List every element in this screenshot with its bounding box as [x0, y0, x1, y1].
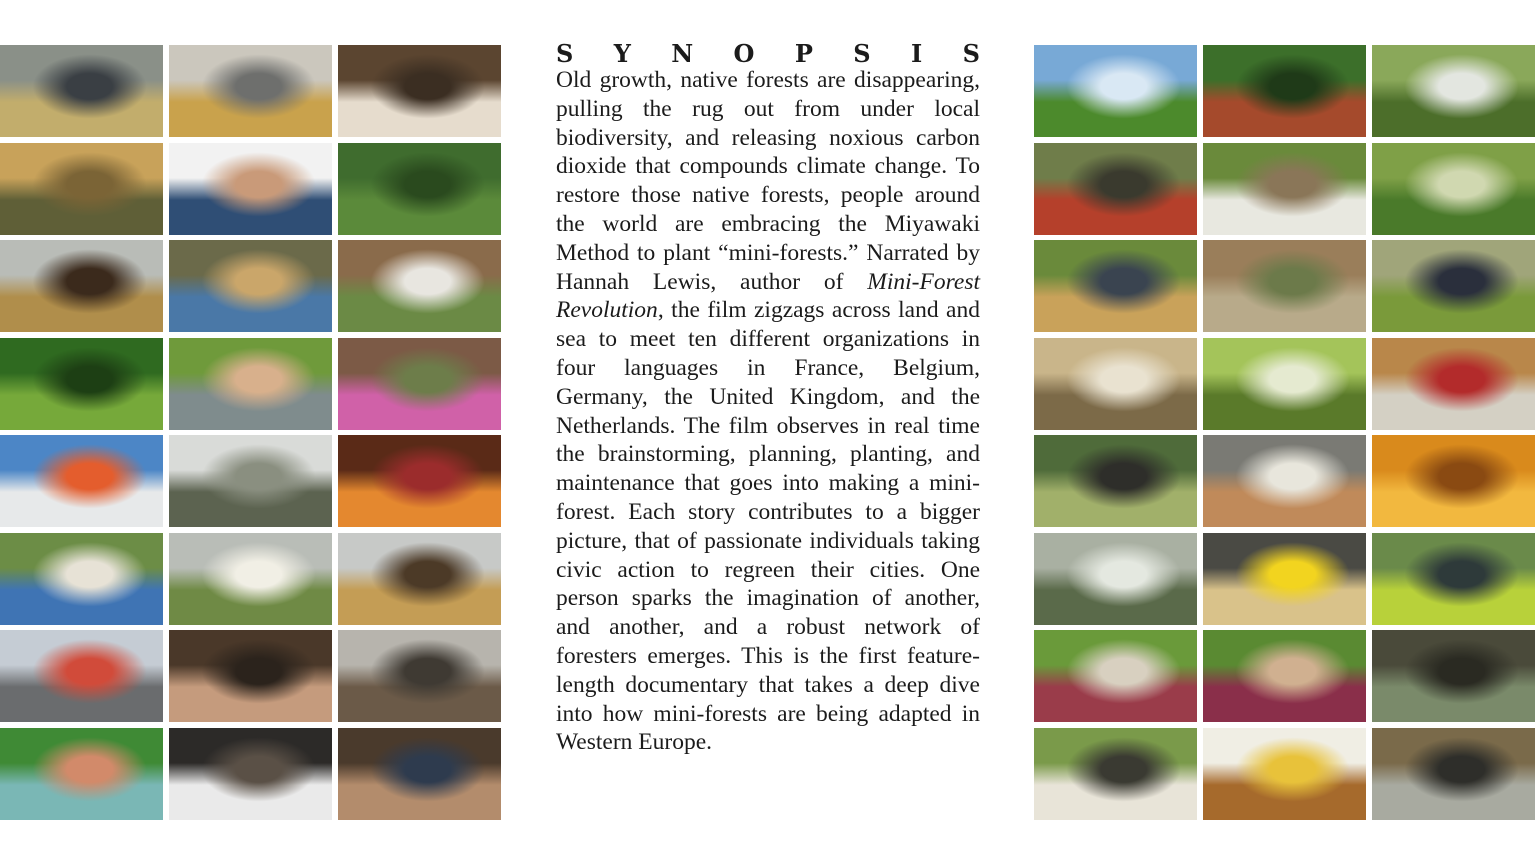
film-still-fence-sign-no-dogs: [338, 240, 501, 332]
film-still-orange-texture: [1372, 435, 1535, 527]
heading-letter: N: [671, 39, 694, 68]
synopsis-heading: [556, 40, 980, 68]
film-still-pink-flowers: [338, 338, 501, 430]
film-still-man-portrait-dark: [169, 630, 332, 722]
film-still-tools-in-straw: [0, 143, 163, 235]
book-title: Mini-Forest Revolution: [556, 268, 980, 324]
film-still-seed-labels: [1203, 533, 1366, 625]
film-still-straw-ground: [1034, 338, 1197, 430]
film-still-kids-with-sapling: [0, 533, 163, 625]
film-still-woman-hat-field: [1372, 240, 1535, 332]
heading-letter: P: [794, 39, 813, 68]
synopsis-block: [556, 40, 980, 757]
film-still-man-with-leaf: [1034, 728, 1197, 820]
film-still-snowy-garden: [169, 435, 332, 527]
heading-letter: Y: [613, 39, 631, 68]
film-still-sapling-blue-sky: [1034, 45, 1197, 137]
film-still-group-on-street: [0, 630, 163, 722]
film-still-plot-with-sign: [169, 533, 332, 625]
film-still-two-crouching-gardeners: [0, 728, 163, 820]
film-still-two-women-planting: [1203, 630, 1366, 722]
film-still-people-at-table: [1372, 338, 1535, 430]
film-still-man-bending-straw: [1034, 240, 1197, 332]
film-still-two-people-hedge: [1372, 45, 1535, 137]
film-still-man-reading-paper: [1372, 728, 1535, 820]
film-still-man-smiling-portrait: [338, 728, 501, 820]
film-still-man-in-brush: [1372, 630, 1535, 722]
heading-letter: O: [733, 39, 755, 68]
film-still-potted-seedlings: [1203, 435, 1366, 527]
film-still-foggy-mound: [0, 240, 163, 332]
film-still-mural-wall: [1203, 728, 1366, 820]
film-still-straw-field-shovels: [169, 45, 332, 137]
film-still-rooster-in-grass: [1203, 45, 1366, 137]
film-still-person-running-field: [1203, 240, 1366, 332]
film-still-child-orange-shirt: [0, 435, 163, 527]
film-still-catkins-closeup: [338, 533, 501, 625]
film-still-seedling-trays: [1034, 435, 1197, 527]
film-still-three-people-field: [0, 45, 163, 137]
heading-letter: S: [962, 39, 980, 68]
film-still-man-beanie-smiling: [169, 143, 332, 235]
film-still-greenhouse: [1034, 533, 1197, 625]
film-still-bare-twig: [338, 630, 501, 722]
synopsis-text-part-2: , the film zigzags across land and sea to meet ten different organizations in four languages in France, Belgium, Germany, the United Kingdom, and the Netherlands. The film observes in real time the brainstorming, planning, planting, and maintenance that goes into making a mini-forest. Each story contributes to a bigger picture, that of passionate individuals taking civic action to regreen their cities. One person sparks the imagination of another, and another, and a robust network of foresters emerges. This is the first feature-length documentary that takes a deep dive into how mini-forests are being adapted in Western Europe.: [556, 297, 980, 756]
film-still-green-foliage: [338, 143, 501, 235]
film-still-green-undergrowth: [0, 338, 163, 430]
synopsis-paragraph: [556, 66, 980, 757]
film-still-woman-headscarf-portrait: [338, 45, 501, 137]
synopsis-text-part-1: Old growth, native forests are disappearing, pulling the rug out from under local biodiversity, and releasing noxious carbon dioxide that compounds climate change. To restore those native forests, people around the world are embracing the Miyawaki Method to plant “mini-forests.” Narrated by Hannah Lewis, author of: [556, 67, 980, 295]
heading-letter: S: [853, 39, 871, 68]
film-still-people-with-dog: [1203, 143, 1366, 235]
heading-letter: S: [556, 39, 574, 68]
heading-letter: I: [910, 39, 923, 68]
film-still-red-spreader-tractor: [1034, 143, 1197, 235]
film-still-woman-with-bucket: [1034, 630, 1197, 722]
film-still-man-in-shrubs: [1372, 143, 1535, 235]
film-still-cow-in-barn: [169, 728, 332, 820]
film-still-volunteers-green-vests: [1372, 533, 1535, 625]
film-still-woman-planting-sapling: [169, 240, 332, 332]
film-still-forest-sunlit: [1203, 338, 1366, 430]
film-still-woman-warm-light: [338, 435, 501, 527]
film-still-man-green-portrait: [169, 338, 332, 430]
